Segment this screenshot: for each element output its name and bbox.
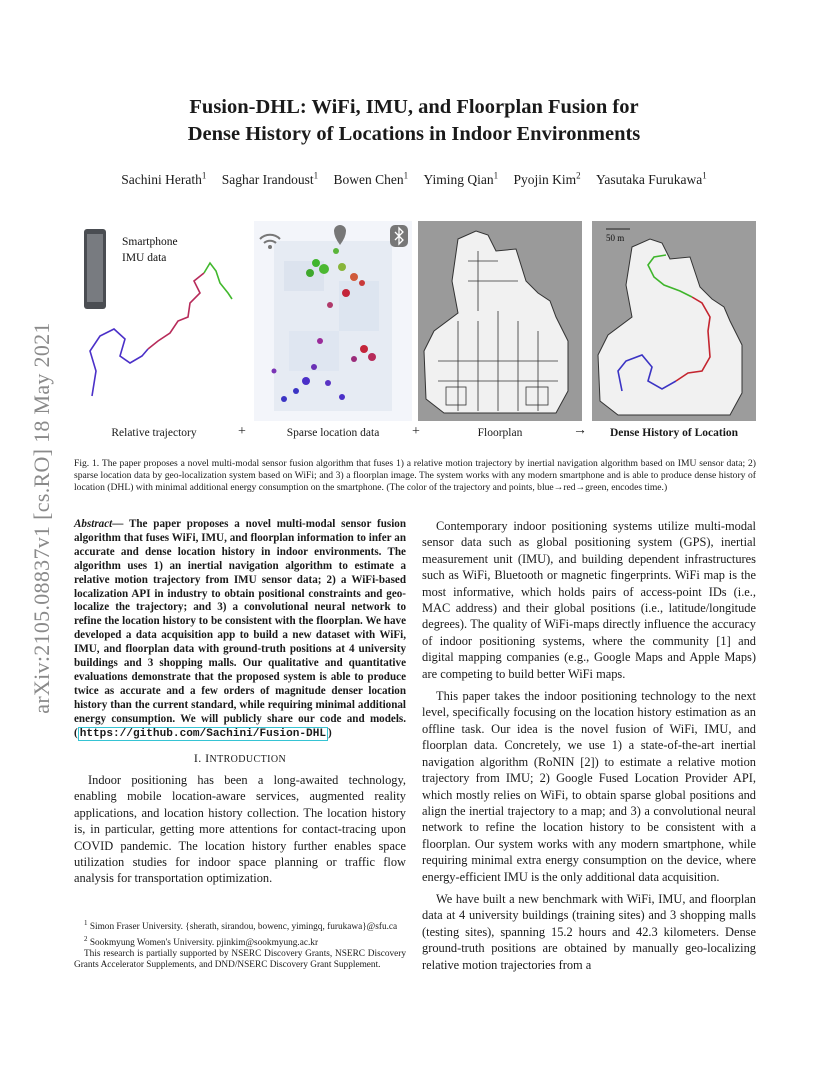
footnote-1: $^1$ Simon Fraser University. {sherath, sirandou, bowenc, yimingq, furukawa}@sfu.ca <box>84 919 398 933</box>
floorplan-panel <box>418 221 582 421</box>
trajectory-red <box>148 273 204 349</box>
phone-label-2: IMU data <box>122 252 167 264</box>
author-list <box>0 170 828 188</box>
paper-title <box>0 94 828 148</box>
plus-sign: + <box>412 424 420 439</box>
footnotes <box>74 918 406 972</box>
author: Saghar Irandoust$^1$ <box>221 170 319 187</box>
label-dense-history: Dense History of Location <box>609 427 739 439</box>
dense-history-panel <box>592 221 756 421</box>
label-floorplan: Floorplan <box>477 427 523 439</box>
label-relative-trajectory: Relative trajectory <box>111 427 197 439</box>
author: Yiming Qian$^1$ <box>423 170 499 187</box>
right-column <box>422 518 756 973</box>
plus-sign: + <box>238 424 246 439</box>
arxiv-id: arXiv:2105.08837v1 [cs.RO] 18 May 2021 <box>29 322 54 714</box>
arrow-sign: → <box>573 423 587 438</box>
trajectory-blue <box>90 329 148 396</box>
figure-1 <box>70 215 758 445</box>
footnote-2: $^2$ Sookmyung Women's University. pjinkim@sookmyung.ac.kr <box>84 934 319 948</box>
author: Bowen Chen$^1$ <box>333 170 409 187</box>
figure-caption: Fig. 1. The paper proposes a novel multi-modal sensor fusion algorithm that fuses 1) a relative motion trajectory by inertial navigation algorithm based on IMU sensor data; 2) sparse location data by geo-localization system based on WiFi; and 3) a floorplan image. The system works with any modern smartphone and is able to produce dense history of location (DHL) with minimal additional energy consumption on the smartphone. (The color of the trajectory and points, blue→red→green, encodes time.) <box>74 458 756 493</box>
relative-trajectory-panel <box>70 221 238 421</box>
author: Yasutaka Furukawa$^1$ <box>595 170 707 187</box>
intro-paragraph-1: Indoor positioning has been a long-awaited technology, enabling mobile location-aware services, augmented reality applications, and location history collection. The location history is, in particular, getting more attentions for contact-tracing upon COVID pandemic. The location history further enables space utilization studies for indoor space planning or traffic flow analysis for transportation optimization. <box>74 772 406 886</box>
trajectory-green <box>204 263 232 299</box>
sparse-location-panel <box>254 221 412 421</box>
right-paragraph-3: We have built a new benchmark with WiFi, IMU, and floorplan data at 4 university buildings (training sites) and 3 shopping malls (testing sites), spanning 15.2 hours and 42.3 kilometers. Dense ground-truth positions are obtained by manually geo-localizing relative motion trajectories from a <box>422 891 756 972</box>
phone-label-1: Smartphone <box>122 236 178 248</box>
author: Sachini Herath$^1$ <box>121 170 207 187</box>
title-line-2: Dense History of Locations in Indoor Environments <box>187 123 641 145</box>
title-line-1: Fusion-DHL: WiFi, IMU, and Floorplan Fusion for <box>189 96 639 118</box>
label-sparse-location: Sparse location data <box>286 427 380 439</box>
scale-label: 50 m <box>606 233 625 243</box>
footnote-3: This research is partially supported by NSERC Discovery Grants, NSERC Discovery Grants Accelerator Supplements, and DND/NSERC Discovery Grant Supplement. <box>74 949 406 971</box>
right-paragraph-2: This paper takes the indoor positioning technology to the next level, specifically focusing on the location history estimation as an offline task. Our idea is the novel fusion of WiFi, IMU, and floorplan data. Concretely, we use 1) a state-of-the-art inertial navigation algorithm (RoNIN [2]) to estimate a relative motion trajectory from IMU; 2) Google Fused Location Provider API, which mostly relies on WiFi, to obtain sparse global positions and align the inertial trajectory to a map; and 3) a convolutional neural network to refine the location history to be consistent with a floorplan. Our system works with any modern smartphone, while requiring minimal extra energy consumption on the device, where energy-efficient IMU is the only additional data acquisition. <box>422 689 756 884</box>
right-paragraph-1: Contemporary indoor positioning systems utilize multi-modal sensor data such as global positioning system (GPS), inertial measurement unit (IMU), and building dependent infrastructures such as WiFi, Bluetooth or magnetic fingerprints. WiFi map is the most informative, which holds pairs of access-point IDs (i.e., MAC address) and their global positions (i.e., latitude/longitude degrees). The quality of WiFi-maps directly influence the accuracy of indoor positioning systems, where the community [1] and digital mapping companies (e.g., Google Maps and Apple Maps) are competing to build better WiFi maps. <box>422 519 756 681</box>
section-heading-introduction: I. INTRODUCTION <box>193 750 287 765</box>
github-link[interactable]: https://github.com/Sachini/Fusion-DHL <box>79 727 327 740</box>
author: Pyojin Kim$^2$ <box>513 170 581 187</box>
left-column <box>74 518 406 887</box>
arxiv-side-stamp <box>22 278 62 758</box>
abstract: Abstract— The paper proposes a novel multi-modal sensor fusion algorithm that fuses WiFi, IMU, and floorplan information to infer an accurate and dense location history in indoor environments. The algorithm uses 1) an inertial navigation algorithm to estimate a relative motion trajectory from IMU sensor data; 2) a WiFi-based localization API in industry to obtain positional constraints and geo-localize the trajectory; and 3) a convolutional neural network to refine the location history to be consistent with the floorplan. We have developed a data acquisition app to build a new dataset with WiFi, IMU, and floorplan data with ground-truth positions at 4 university buildings and 3 shopping malls. Our qualitative and quantitative evaluations demonstrate that the proposed system is able to produce twice as accurate and a few orders of magnitude denser location history than the current standard, while requiring minimal additional energy consumption. We will publicly share our code and models. ( https://github.com/Sachini/Fusion-DHL ) <box>74 518 406 740</box>
